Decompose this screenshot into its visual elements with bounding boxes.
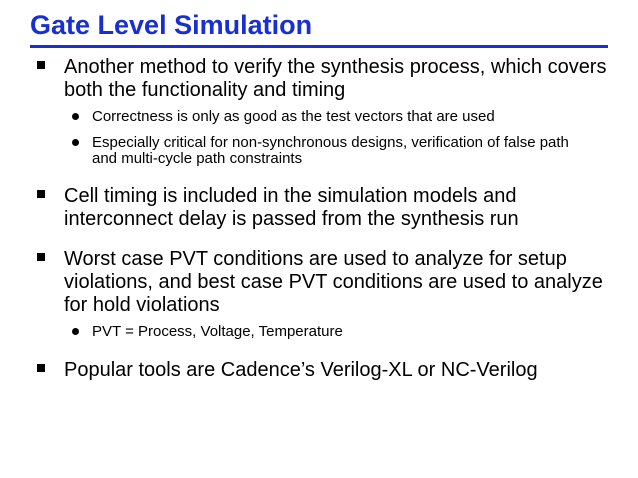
square-bullet-icon xyxy=(37,364,45,372)
sub-bullet-3-1-text: PVT = Process, Voltage, Temperature xyxy=(92,323,343,340)
bullet-4 xyxy=(64,359,612,382)
bullet-2 xyxy=(64,185,612,231)
square-bullet-icon xyxy=(37,61,45,69)
sub-bullet-1-1-text: Correctness is only as good as the test vectors that are used xyxy=(92,108,495,125)
bullet-4-text: Popular tools are Cadence’s Verilog-XL or NC-Verilog xyxy=(64,359,538,381)
bullet-1 xyxy=(64,56,612,102)
bullet-3 xyxy=(64,248,612,317)
bullet-3-text: Worst case PVT conditions are used to analyze for setup violations, and best case PVT conditions are used to analyze for hold violations xyxy=(64,248,603,316)
sub-bullet-3-1 xyxy=(92,324,592,340)
square-bullet-icon xyxy=(37,253,45,261)
sub-bullet-1-1 xyxy=(92,109,592,125)
bullet-1-text: Another method to verify the synthesis process, which covers both the functionality and timing xyxy=(64,56,607,101)
round-bullet-icon xyxy=(72,328,79,335)
sub-bullet-1-2 xyxy=(92,135,592,167)
bullet-2-text: Cell timing is included in the simulation models and interconnect delay is passed from the synthesis run xyxy=(64,185,519,230)
sub-bullet-1-2-text: Especially critical for non-synchronous designs, verification of false path and multi-cycle path constraints xyxy=(92,134,569,167)
round-bullet-icon xyxy=(72,139,79,146)
square-bullet-icon xyxy=(37,190,45,198)
round-bullet-icon xyxy=(72,113,79,120)
slide-title: Gate Level Simulation xyxy=(30,10,313,40)
